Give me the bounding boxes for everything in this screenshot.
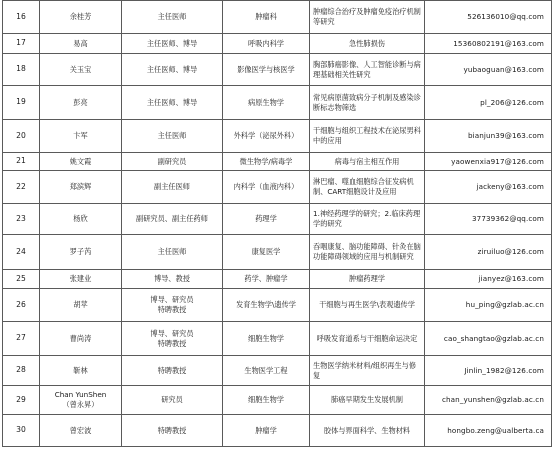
name-cell: Chan YunShen （曾永昇） (40, 386, 122, 415)
specialty-cell: 康复医学 (223, 235, 310, 270)
table-body (3, 1, 552, 447)
title-cell: 博导、教授 (122, 270, 223, 289)
table-row (3, 356, 552, 386)
specialty-cell: 微生物学/病毒学 (223, 153, 310, 171)
specialty-cell: 肿瘤学 (223, 415, 310, 447)
email-cell: cao_shangtao@gzlab.ac.cn (425, 322, 552, 356)
title-cell: 主任医师 (122, 1, 223, 34)
name-cell: 余桂芳 (40, 1, 122, 34)
table-row (3, 34, 552, 54)
row-number: 25 (3, 270, 40, 289)
name-cell: 姚文霞 (40, 153, 122, 171)
specialty-cell: 外科学（泌尿外科） (223, 120, 310, 153)
name-cell: 彭亮 (40, 86, 122, 120)
name-cell: 杨欣 (40, 204, 122, 235)
title-cell: 博导、研究员 特聘教授 (122, 322, 223, 356)
title-cell: 主任医师 (122, 235, 223, 270)
table-row (3, 289, 552, 322)
title-cell: 博导、研究员 特聘教授 (122, 289, 223, 322)
row-number: 24 (3, 235, 40, 270)
row-number: 17 (3, 34, 40, 54)
research-cell: 肺癌早期发生发展机制 (310, 386, 425, 415)
email-cell: hongbo.zeng@ualberta.ca (425, 415, 552, 447)
title-cell: 副研究员 (122, 153, 223, 171)
row-number: 20 (3, 120, 40, 153)
row-number: 19 (3, 86, 40, 120)
email-cell: jianyez@163.com (425, 270, 552, 289)
supervisor-table (2, 0, 552, 447)
specialty-cell: 发育生物学\遗传学 (223, 289, 310, 322)
name-cell: 卞军 (40, 120, 122, 153)
name-cell: 张建业 (40, 270, 122, 289)
row-number: 23 (3, 204, 40, 235)
name-cell: 曹尚涛 (40, 322, 122, 356)
specialty-cell: 肿瘤科 (223, 1, 310, 34)
research-cell: 肿瘤综合治疗及肿瘤免疫治疗机制等研究 (310, 1, 425, 34)
research-cell: 干细胞与再生医学\表观遗传学 (310, 289, 425, 322)
email-cell: 526136010@qq.com (425, 1, 552, 34)
specialty-cell: 呼吸内科学 (223, 34, 310, 54)
specialty-cell: 影像医学与核医学 (223, 54, 310, 86)
specialty-cell: 病原生物学 (223, 86, 310, 120)
name-cell: 郑滨辉 (40, 171, 122, 204)
email-cell: bianjun39@163.com (425, 120, 552, 153)
research-cell: 干细胞与组织工程技术在泌尿男科中的应用 (310, 120, 425, 153)
research-cell: 呼吸发育道系与干细胞命运决定 (310, 322, 425, 356)
specialty-cell: 内科学（血液内科） (223, 171, 310, 204)
email-cell: 15360802191@163.com (425, 34, 552, 54)
email-cell: yubaoguan@163.com (425, 54, 552, 86)
row-number: 30 (3, 415, 40, 447)
title-cell: 主任医师、博导 (122, 34, 223, 54)
specialty-cell: 生物医学工程 (223, 356, 310, 386)
research-cell: 肿瘤药理学 (310, 270, 425, 289)
title-cell: 主任医师、博导 (122, 54, 223, 86)
row-number: 26 (3, 289, 40, 322)
specialty-cell: 细胞生物学 (223, 386, 310, 415)
name-cell: 易高 (40, 34, 122, 54)
research-cell: 病毒与宿主相互作用 (310, 153, 425, 171)
table-row (3, 322, 552, 356)
title-cell: 特聘教授 (122, 415, 223, 447)
email-cell: chan_yunshen@gzlab.ac.cn (425, 386, 552, 415)
table-row (3, 1, 552, 34)
email-cell: 37739362@qq.com (425, 204, 552, 235)
table-row (3, 120, 552, 153)
row-number: 18 (3, 54, 40, 86)
email-cell: yaowenxia917@126.com (425, 153, 552, 171)
research-cell: 常见病原菌致病分子机制及感染诊断标志物筛选 (310, 86, 425, 120)
email-cell: Jinlin_1982@126.com (425, 356, 552, 386)
name-cell: 靳林 (40, 356, 122, 386)
name-cell: 罗子芮 (40, 235, 122, 270)
research-cell: 淋巴瘤、噬血细胞综合征发病机制、CART细胞设计及应用 (310, 171, 425, 204)
specialty-cell: 药学、肿瘤学 (223, 270, 310, 289)
title-cell: 主任医师 (122, 120, 223, 153)
research-cell: 急性肺损伤 (310, 34, 425, 54)
name-cell: 关玉宝 (40, 54, 122, 86)
row-number: 27 (3, 322, 40, 356)
table-row (3, 386, 552, 415)
table-row (3, 270, 552, 289)
email-cell: jackeny@163.com (425, 171, 552, 204)
row-number: 28 (3, 356, 40, 386)
title-cell: 特聘教授 (122, 356, 223, 386)
row-number: 22 (3, 171, 40, 204)
row-number: 21 (3, 153, 40, 171)
email-cell: ziruiluo@126.com (425, 235, 552, 270)
table-row (3, 153, 552, 171)
research-cell: 生物医学纳米材料/组织再生与修复 (310, 356, 425, 386)
title-cell: 研究员 (122, 386, 223, 415)
research-cell: 吞咽康复、脑功能障碍、针灸在脑功能障碍领域的应用与机制研究 (310, 235, 425, 270)
title-cell: 副主任医师 (122, 171, 223, 204)
email-cell: pl_206@126.com (425, 86, 552, 120)
table-row (3, 415, 552, 447)
specialty-cell: 细胞生物学 (223, 322, 310, 356)
research-cell: 1.神经药理学的研究；2.临床药理学的研究 (310, 204, 425, 235)
row-number: 16 (3, 1, 40, 34)
research-cell: 胶体与界面科学、生物材料 (310, 415, 425, 447)
title-cell: 副研究员、副主任药师 (122, 204, 223, 235)
row-number: 29 (3, 386, 40, 415)
table-row (3, 86, 552, 120)
name-cell: 曾宏波 (40, 415, 122, 447)
specialty-cell: 药理学 (223, 204, 310, 235)
table-row (3, 171, 552, 204)
table-row (3, 235, 552, 270)
email-cell: hu_ping@gzlab.ac.cn (425, 289, 552, 322)
table-row (3, 204, 552, 235)
table-row (3, 54, 552, 86)
title-cell: 主任医师、博导 (122, 86, 223, 120)
research-cell: 胸部肺癌影像、人工智能诊断与病理基础相关性研究 (310, 54, 425, 86)
name-cell: 胡苹 (40, 289, 122, 322)
